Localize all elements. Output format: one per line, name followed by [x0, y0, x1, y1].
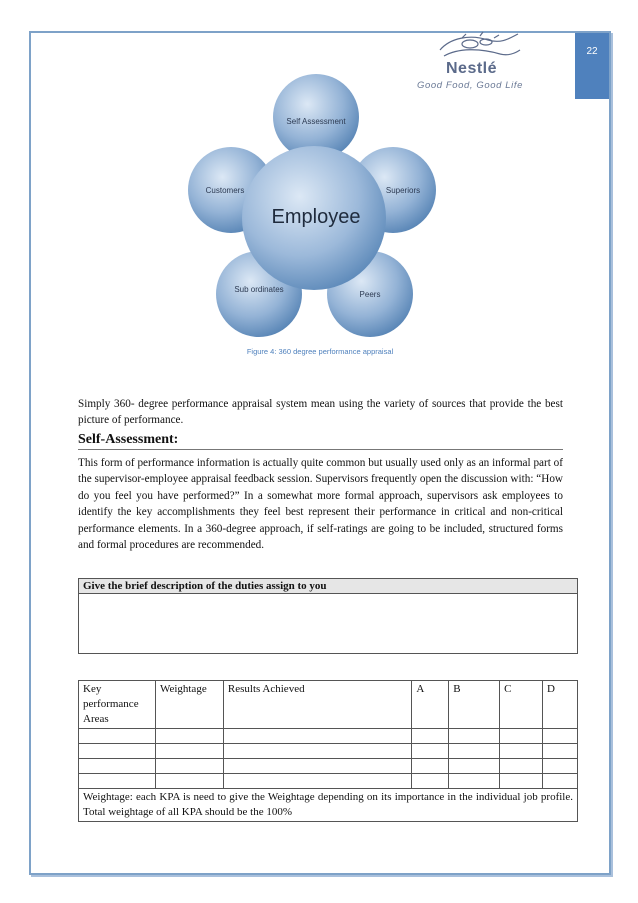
table-cell[interactable]: [449, 729, 500, 744]
header-b: B: [449, 681, 500, 729]
table-cell[interactable]: [79, 759, 156, 774]
table-cell[interactable]: [79, 774, 156, 789]
header-c: C: [500, 681, 543, 729]
header-key-performance-areas: Key performance Areas: [79, 681, 156, 729]
figure-caption: Figure 4: 360 degree performance appraisal: [246, 347, 394, 356]
kpa-table: [78, 680, 578, 822]
logo-name: Nestlé: [446, 60, 498, 77]
table-row: [79, 774, 578, 789]
table-cell[interactable]: [155, 729, 223, 744]
node-label-top: Self Assessment: [286, 117, 346, 126]
table-cell[interactable]: [543, 729, 578, 744]
table-cell[interactable]: [223, 759, 411, 774]
node-label-bottom-right: Peers: [359, 290, 381, 299]
table-cell[interactable]: [543, 759, 578, 774]
duties-text-area[interactable]: [79, 594, 577, 654]
table-cell[interactable]: [543, 774, 578, 789]
table-cell[interactable]: [412, 744, 449, 759]
header-a: A: [412, 681, 449, 729]
table-cell[interactable]: [155, 744, 223, 759]
node-label-right: Superiors: [385, 186, 421, 195]
duties-title: Give the brief description of the duties assign to you: [79, 579, 577, 594]
header-d: D: [543, 681, 578, 729]
table-cell[interactable]: [223, 729, 411, 744]
duties-box: [78, 578, 578, 654]
logo-tagline: Good Food, Good Life: [417, 80, 524, 91]
table-row: [79, 744, 578, 759]
table-cell[interactable]: [543, 744, 578, 759]
node-label-bottom-left: Sub ordinates: [234, 285, 284, 294]
node-label-left: Customers: [205, 186, 245, 195]
table-cell[interactable]: [500, 744, 543, 759]
table-cell[interactable]: [412, 729, 449, 744]
header-results-achieved: Results Achieved: [223, 681, 411, 729]
table-cell[interactable]: [412, 774, 449, 789]
table-cell[interactable]: [412, 759, 449, 774]
table-row: [79, 759, 578, 774]
table-cell[interactable]: [500, 774, 543, 789]
page-number: 22: [586, 46, 598, 57]
kpa-note-row: [79, 789, 578, 822]
table-cell[interactable]: [500, 759, 543, 774]
360-appraisal-diagram: [0, 0, 638, 360]
table-cell[interactable]: [155, 774, 223, 789]
table-cell[interactable]: [79, 729, 156, 744]
table-cell[interactable]: [449, 744, 500, 759]
section-body: This form of performance information is actually quite common but usually used only as an informal part of the supervisor-employee appraisal feedback session. Supervisors frequently open the discussion with: “How do you feel you have performed?” In a somewhat more formal approach, supervisors ask employees to identify the key accomplishments they feel best represent their performance in critical and non-critical performance elements. In a 360-degree approach, if self-ratings are going to be included, structured forms and formal procedures are recommended.: [78, 457, 563, 552]
table-cell[interactable]: [223, 774, 411, 789]
table-cell[interactable]: [449, 774, 500, 789]
table-cell[interactable]: [155, 759, 223, 774]
table-cell[interactable]: [449, 759, 500, 774]
section-heading: Self-Assessment:: [78, 432, 563, 450]
weightage-note: Weightage: each KPA is need to give the Weightage depending on its importance in the individual job profile. Total weightage of all KPA should be the 100%: [79, 789, 578, 822]
table-row: [79, 729, 578, 744]
kpa-header-row: [79, 681, 578, 729]
table-cell[interactable]: [500, 729, 543, 744]
header-weightage: Weightage: [155, 681, 223, 729]
center-label: Employee: [271, 206, 361, 228]
table-cell[interactable]: [79, 744, 156, 759]
intro-paragraph: Simply 360- degree performance appraisal system mean using the variety of sources that provide the best picture of performance.: [78, 398, 563, 427]
table-cell[interactable]: [223, 744, 411, 759]
